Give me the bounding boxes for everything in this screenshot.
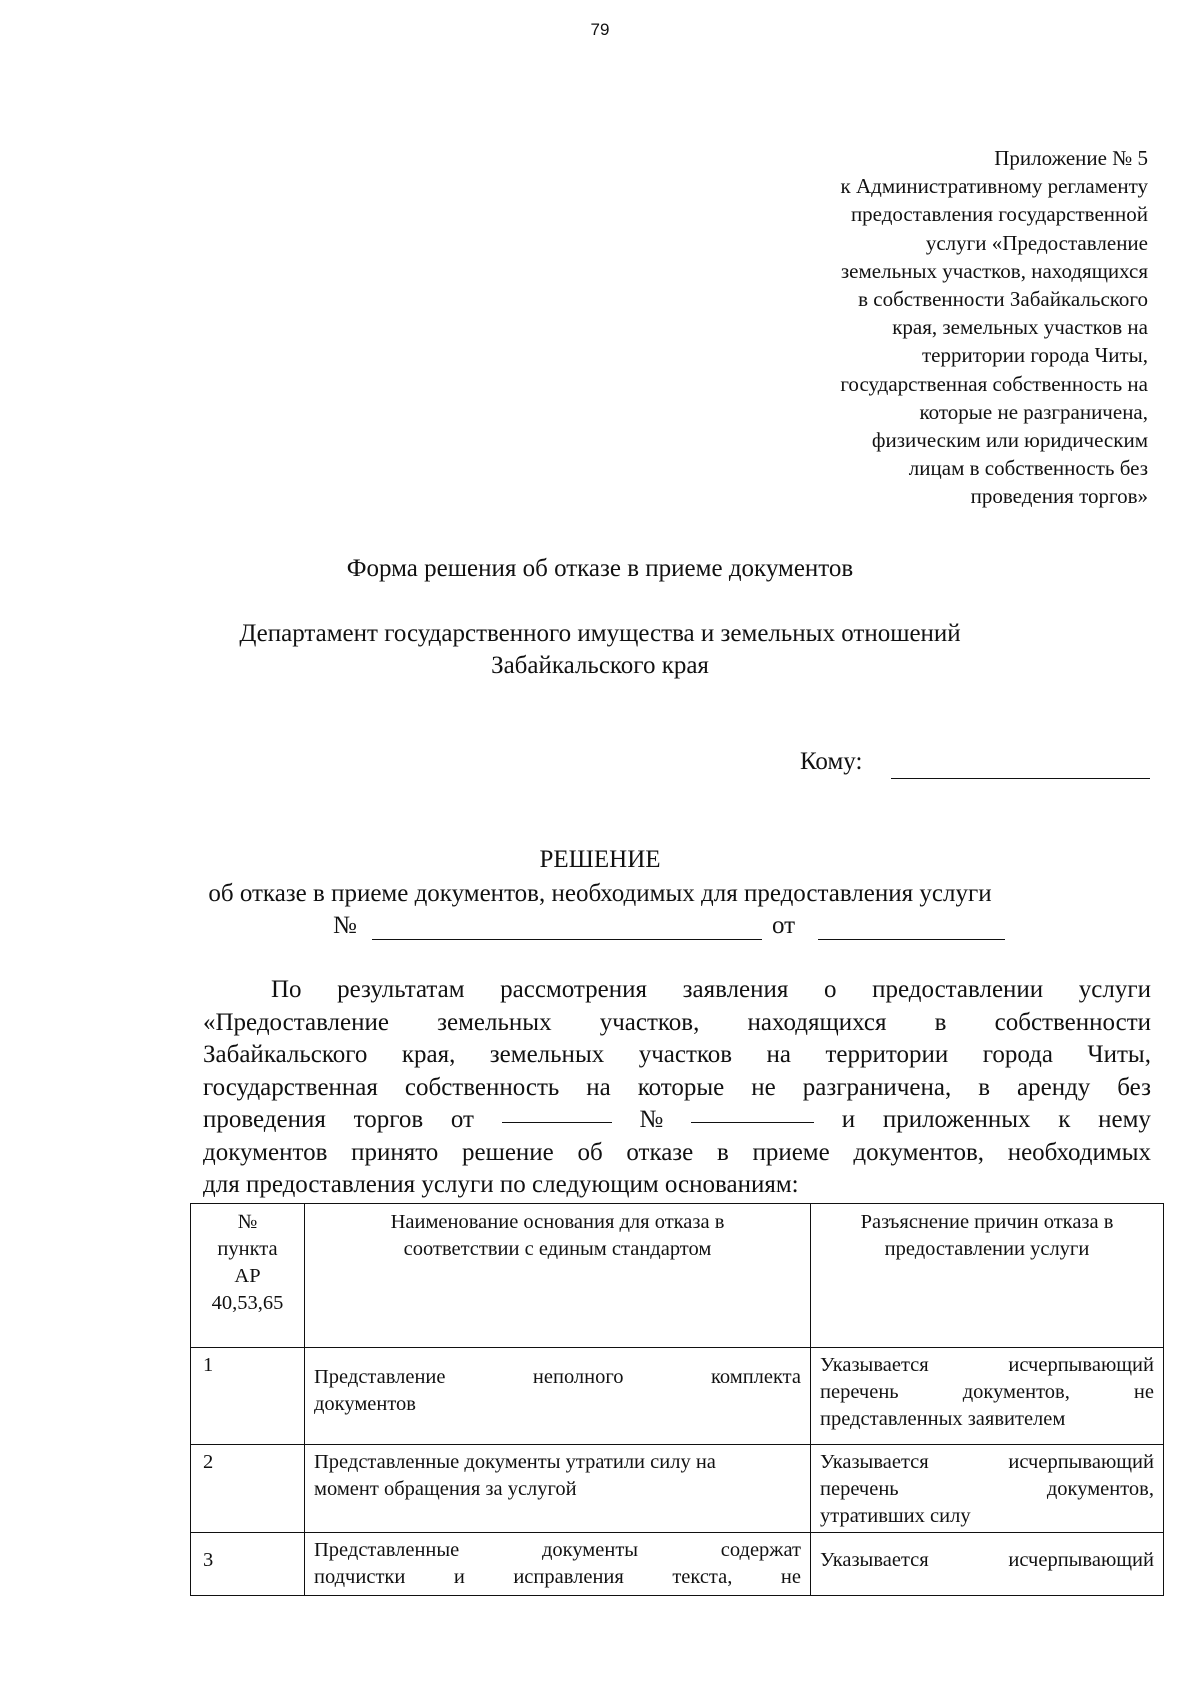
- paragraph-line: проведения торгов от № и приложенных к нему: [203, 1106, 1151, 1133]
- appendix-line: земельных участков, находящихся: [840, 258, 1148, 283]
- appendix-line: которые не разграничена,: [919, 399, 1148, 424]
- row-explanation: Указывается исчерпывающий перечень документов, не представленных заявителем: [811, 1348, 1164, 1445]
- paragraph-line: По результатам рассмотрения заявления о предоставлении услуги: [271, 976, 1151, 1003]
- refusal-reasons-table: [190, 1203, 1164, 1596]
- department-name: Департамент государственного имущества и земельных отношений: [239, 620, 961, 647]
- row-reason: Представленные документы содержат подчистки и исправления текста, не: [305, 1533, 811, 1596]
- appendix-line: физическим или юридическим: [871, 428, 1148, 453]
- appendix-line: проведения торгов»: [970, 484, 1148, 509]
- row-number: 1: [191, 1348, 305, 1445]
- recipient-label: Кому:: [800, 748, 863, 775]
- appendix-line: в собственности Забайкальского: [858, 287, 1148, 312]
- row-reason: Представление неполного комплекта документов: [305, 1348, 811, 1445]
- form-title: Форма решения об отказе в приеме документов: [346, 555, 854, 582]
- appendix-line: Приложение № 5: [994, 146, 1148, 170]
- table-row: [191, 1445, 1164, 1533]
- row-explanation: Указывается исчерпывающий перечень документов, утративших силу: [811, 1445, 1164, 1533]
- table-row: [191, 1348, 1164, 1445]
- application-date-blank[interactable]: [502, 1104, 612, 1123]
- paragraph-line: государственная собственность на которые не разграничена, в аренду без: [203, 1073, 1151, 1101]
- application-number-blank[interactable]: [691, 1104, 814, 1123]
- paragraph-line: Забайкальского края, земельных участков на территории города Читы,: [203, 1041, 1151, 1068]
- appendix-line: к Административному регламенту: [840, 174, 1148, 199]
- decision-date-blank[interactable]: [818, 939, 1005, 940]
- appendix-line: края, земельных участков на: [892, 315, 1148, 340]
- decision-subtitle: об отказе в приеме документов, необходимых для предоставления услуги: [208, 880, 992, 907]
- decision-number-label: №: [333, 912, 357, 939]
- table-header-row: [191, 1204, 1164, 1348]
- appendix-line: территории города Читы,: [921, 343, 1148, 368]
- recipient-blank-field[interactable]: [891, 778, 1150, 779]
- header-item-number: № пункта АР 40,53,65: [191, 1204, 305, 1348]
- paragraph-line: документов принято решение об отказе в приеме документов, необходимых: [203, 1138, 1151, 1166]
- table-row: [191, 1533, 1164, 1596]
- department-region: Забайкальского края: [491, 652, 709, 679]
- row-reason: Представленные документы утратили силу на момент обращения за услугой: [305, 1445, 811, 1533]
- header-explanation: Разъяснение причин отказа в предоставлении услуги: [811, 1204, 1164, 1348]
- decision-date-label: от: [772, 912, 796, 939]
- appendix-header: [698, 144, 1148, 511]
- row-number: 3: [191, 1533, 305, 1596]
- decision-title: РЕШЕНИЕ: [539, 846, 661, 873]
- decision-paragraph: [203, 974, 1151, 1202]
- row-number: 2: [191, 1445, 305, 1533]
- page-number: 79: [590, 20, 610, 39]
- paragraph-line: для предоставления услуги по следующим основаниям:: [203, 1171, 799, 1198]
- row-explanation: Указывается исчерпывающий: [811, 1533, 1164, 1596]
- appendix-line: государственная собственность на: [840, 371, 1148, 396]
- paragraph-line: «Предоставление земельных участков, находящихся в собственности: [203, 1008, 1151, 1036]
- appendix-line: услуги «Предоставление: [925, 230, 1148, 255]
- header-reason: Наименование основания для отказа в соответствии с единым стандартом: [305, 1204, 811, 1348]
- appendix-line: предоставления государственной: [850, 202, 1148, 227]
- appendix-line: лицам в собственность без: [908, 456, 1148, 481]
- decision-number-blank[interactable]: [372, 939, 762, 940]
